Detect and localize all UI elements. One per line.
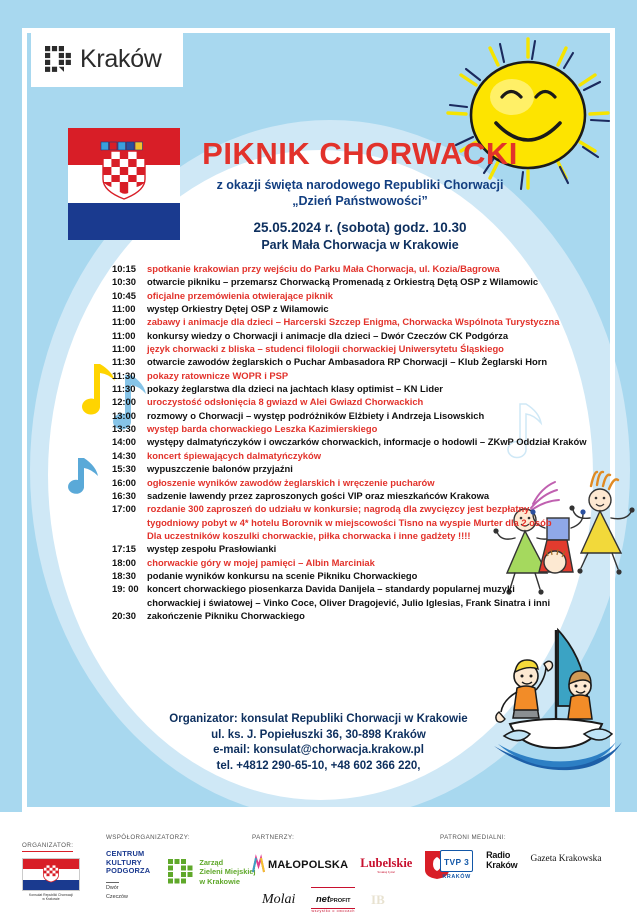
schedule-row (112, 289, 552, 302)
schedule-time: 10:30 (112, 276, 136, 288)
schedule-description: koncert śpiewających dalmatyńczyków (147, 449, 322, 461)
schedule-time: 15:30 (112, 463, 136, 475)
schedule-description: występ zespołu Prasłowianki (147, 543, 277, 555)
tvp-text: TVP 3 (444, 857, 470, 867)
schedule-row (112, 596, 552, 609)
schedule-row (112, 275, 552, 288)
schedule-time: 16:00 (112, 476, 136, 488)
schedule-time: 11:30 (112, 356, 136, 368)
schedule-time: 13:00 (112, 409, 136, 421)
footer-patroni-col (440, 834, 602, 880)
netprofit-profit: PROFIT (330, 898, 351, 904)
netprofit-sub: wszystko o owocach (311, 909, 356, 913)
ib-logo: IB (371, 892, 385, 907)
schedule-time: 11:00 (112, 329, 136, 341)
schedule-description: występ Orkiestry Dętej OSP z Wilamowic (147, 303, 329, 315)
footer-organizator-col (22, 834, 80, 902)
schedule-description: pokazy żeglarstwa dla dzieci na jachtach klasy optimist – KN Lider (147, 383, 443, 395)
lubelskie-text: Lubelskie (360, 855, 413, 870)
footer-wspolorg-col (106, 834, 256, 900)
schedule-description: uroczystość odsłonięcia 8 gwiazd w Alei Gwiazd Chorwackich (147, 396, 424, 408)
schedule-time: 18:30 (112, 569, 136, 581)
schedule-time: 11:00 (112, 303, 136, 315)
schedule-row (112, 422, 552, 435)
page-title: PIKNIK CHORWACKI (202, 136, 518, 171)
organizer-email: e-mail: konsulat@chorwacja.krakow.pl (213, 744, 424, 756)
schedule-row (112, 529, 552, 542)
schedule-time: 13:30 (112, 423, 136, 435)
schedule-description: zabawy i animacje dla dzieci – Harcerski Szczep Enigma, Chorwacka Wspólnota Turystyczna (147, 316, 560, 328)
schedule-time (112, 516, 147, 529)
title-block (180, 138, 540, 252)
schedule-description: zakończenie Pikniku Chorwackiego (147, 609, 305, 621)
radio-line-1: Radio (486, 850, 511, 860)
schedule-description: występ barda chorwackiego Leszka Kazimierskiego (147, 423, 378, 435)
schedule-row (112, 329, 552, 342)
croatian-coat-of-arms-icon (43, 863, 60, 883)
ckp-sub-2: Czeczów (106, 893, 128, 900)
schedule-row (112, 489, 552, 502)
footer-partnerzy-col (252, 834, 450, 913)
schedule-description: sadzenie lawendy przez zaproszonych gości VIP oraz mieszkańców Krakowa (147, 489, 490, 501)
schedule-row (112, 382, 552, 395)
lubelskie-sub: Smakuj życie! (377, 869, 396, 874)
schedule-row (112, 355, 552, 368)
schedule-description: występy dalmatyńczyków i owczarków chorwackich, informacje o hodowli – ZKwP Oddział Kraków (147, 436, 587, 448)
zzm-line-1: Zarząd (199, 858, 224, 867)
schedule-row (112, 369, 552, 382)
schedule-row (112, 302, 552, 315)
footer-label-partnerzy: PARTNERZY: (252, 834, 295, 841)
krakow-squares-icon (45, 46, 71, 72)
schedule-row (112, 435, 587, 448)
green-squares-icon (168, 859, 194, 885)
schedule-time: 12:00 (112, 396, 136, 408)
schedule-row (112, 569, 552, 582)
croatian-consulate-flag-logo (22, 858, 80, 902)
tvp-krakow-sub: KRAKÓW (442, 874, 471, 880)
schedule-row (112, 409, 552, 422)
centrum-kultury-podgorza-logo (106, 850, 150, 900)
zzm-line-2: Zieleni Miejskiej (199, 867, 256, 877)
malopolska-logo (252, 857, 348, 873)
footer-label-patroni: PATRONI MEDIALNI: (440, 834, 507, 841)
radio-line-2: Kraków (486, 860, 518, 870)
footer-logos (0, 812, 637, 913)
schedule-row (112, 476, 552, 489)
schedule-time: 10:15 (112, 263, 136, 274)
organizer-address: ul. ks. J. Popiełuszki 36, 30-898 Kraków (211, 728, 426, 741)
schedule-time (112, 529, 147, 542)
schedule-row (112, 462, 552, 475)
schedule-description: spotkanie krakowian przy wejściu do Parku Mała Chorwacja, ul. Kozia/Bagrowa (147, 263, 500, 274)
schedule-row (112, 262, 552, 275)
molai-logo: Molai (262, 892, 296, 907)
schedule-time: 11:00 (112, 316, 136, 328)
zzm-line-3: w Krakowie (199, 876, 240, 886)
ckp-sub-1: Dwór (106, 882, 119, 892)
schedule-description: wypuszczenie balonów przyjaźni (147, 463, 293, 475)
schedule-description: podanie wyników konkursu na scenie Pikniku Chorwackiego (147, 569, 418, 581)
schedule-row (112, 516, 552, 529)
event-date: 25.05.2024 r. (sobota) godz. 10.30 (253, 220, 467, 236)
malopolska-mark-icon (252, 857, 265, 873)
schedule-time (112, 596, 147, 609)
schedule-row (112, 502, 552, 515)
organizer-phone: tel. +4812 290-65-10, +48 602 366 220, (216, 759, 421, 772)
schedule-row (112, 556, 552, 569)
croatian-flag-circle-icon (68, 128, 180, 240)
netprofit-net: net (315, 893, 330, 904)
ckp-line-2: KULTURY (106, 857, 142, 867)
schedule-time: 10:45 (112, 289, 136, 301)
schedule-description: koncert chorwackiego piosenkarza Davida Danijela – standardy popularnej muzyki (147, 583, 515, 595)
schedule-description: otwarcie zawodów żeglarskich o Puchar Ambasadora RP Chorwacji – Klub Żeglarski Horn (147, 356, 548, 368)
ckp-line-3: PODGORZA (106, 866, 151, 876)
schedule-row (112, 542, 552, 555)
schedule-time: 20:30 (112, 609, 136, 621)
ckp-line-1: CENTRUM (106, 849, 145, 858)
schedule-row (112, 449, 552, 462)
gazeta-krakowska-logo: Gazeta Krakowska (530, 854, 602, 864)
schedule-row (112, 315, 560, 328)
schedule-time: 18:00 (112, 556, 136, 568)
schedule-description: tygodniowy pobyt w 4* hotelu Borovnik w miejscowości Tisno na wyspie Murter dla 2 osób (147, 516, 552, 528)
organizer-line-1: Organizator: konsulat Republiki Chorwacji w Krakowie (169, 713, 468, 725)
schedule-description: pokazy ratownicze WOPR i PSP (147, 369, 289, 381)
zarzad-zieleni-miejskiej-logo (168, 858, 255, 886)
schedule-time: 17:15 (112, 543, 136, 555)
organizer-block (0, 712, 637, 774)
music-note-icon (60, 455, 104, 499)
schedule-time: 19: 00 (112, 583, 139, 595)
lubelskie-logo (360, 856, 412, 875)
schedule-time: 14:00 (112, 436, 136, 448)
schedule-row (112, 342, 552, 355)
consulate-caption-1: Konsulat Republiki Chorwacji (29, 893, 73, 897)
footer-label-wspolorganizatorzy: WSPÓŁORGANIZATORZY: (106, 834, 191, 841)
schedule-row (112, 609, 552, 622)
subtitle-line-1: z okazji święta narodowego Republiki Chorwacji (216, 177, 504, 192)
radio-krakow-logo (486, 850, 517, 870)
event-place: Park Mała Chorwacja w Krakowie (261, 238, 459, 253)
croatian-coat-of-arms-icon (99, 142, 149, 200)
schedule-description: chorwackiej i światowej – Vinko Coce, Oliver Dragojević, Julio Iglesias, Frank Sinatra i inni (147, 596, 551, 608)
consulate-caption-2: w Krakowie (42, 897, 60, 902)
schedule-time: 14:30 (112, 449, 136, 461)
schedule-row (112, 582, 552, 595)
subtitle-line-2: „Dzień Państwowości” (292, 193, 428, 208)
schedule-description: konkursy wiedzy o Chorwacji i animacje dla dzieci – Dwór Czeczów CK Podgórza (147, 329, 509, 341)
schedule-row (112, 395, 552, 408)
schedule-list (112, 262, 587, 622)
netprofit-logo (311, 887, 355, 913)
schedule-time: 11:30 (112, 369, 136, 381)
tvp3-krakow-logo (440, 850, 473, 880)
footer-label-organizator: ORGANIZATOR: (22, 842, 73, 852)
schedule-description: rozdanie 300 zaproszeń do udziału w konkursie; nagrodą dla zwycięzcy jest bezpłatny (147, 503, 530, 515)
schedule-time: 16:30 (112, 489, 136, 501)
schedule-time: 17:00 (112, 503, 136, 515)
schedule-description: język chorwacki z bliska – studenci filologii chorwackiej Uniwersytetu Śląskiego (147, 343, 504, 355)
schedule-time: 11:30 (112, 383, 136, 395)
schedule-description: Dla uczestników koszulki chorwackie, piłka chorwacka i inne gadżety !!!! (147, 529, 471, 541)
schedule-description: ogłoszenie wyników zawodów żeglarskich i wręczenie pucharów (147, 476, 435, 488)
schedule-description: rozmowy o Chorwacji – występ podróżników Elżbiety i Andrzeja Lisowskich (147, 409, 485, 421)
krakow-logo-text: Kraków (80, 44, 162, 73)
schedule-description: oficjalne przemówienia otwierające piknik (147, 289, 333, 301)
krakow-logo (31, 31, 183, 87)
schedule-description: chorwackie góry w mojej pamięci – Albin Marciniak (147, 556, 375, 568)
malopolska-text: MAŁOPOLSKA (268, 859, 349, 871)
schedule-description: otwarcie pikniku – przemarsz Chorwacką Promenadą z Orkiestrą Dętą OSP z Wilamowic (147, 276, 539, 288)
schedule-time: 11:00 (112, 343, 136, 355)
